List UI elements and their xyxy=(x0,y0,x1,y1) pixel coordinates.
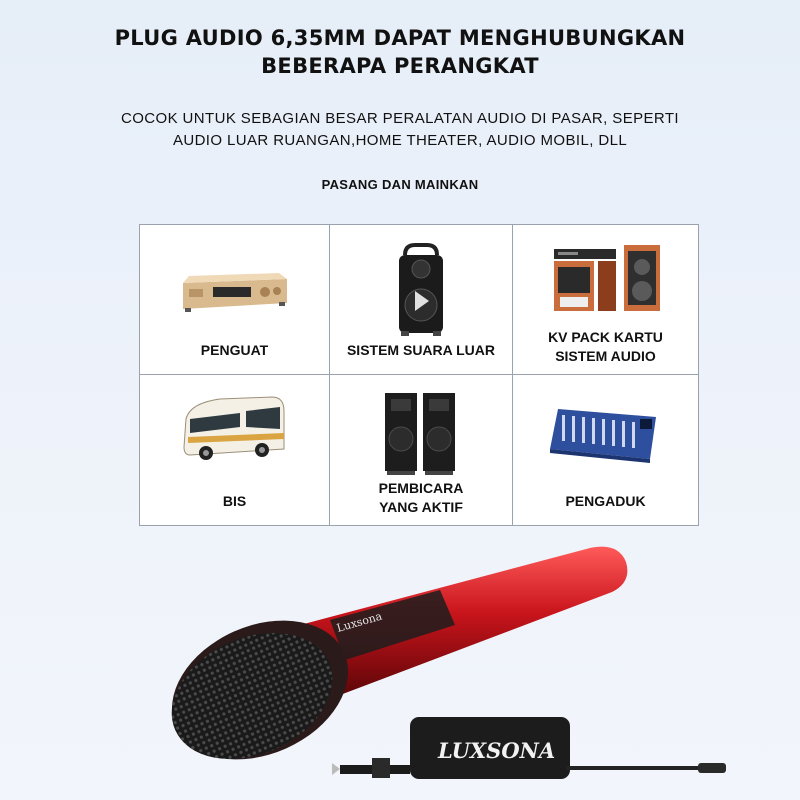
headline-line-1: PLUG AUDIO 6,35MM DAPAT MENGHUBUNGKAN xyxy=(114,26,686,50)
section-title: PASANG DAN MAINKAN xyxy=(321,177,479,192)
device-label-line-2: SISTEM AUDIO xyxy=(555,348,656,364)
device-label-line-1: PEMBICARA xyxy=(378,480,464,496)
product-illustration xyxy=(0,530,800,800)
device-cell-amplifier xyxy=(140,225,330,375)
device-label xyxy=(513,328,698,366)
description-line-2: AUDIO LUAR RUANGAN,HOME THEATER, AUDIO MOBIL, DLL xyxy=(172,132,628,149)
device-cell-mixer xyxy=(513,375,698,525)
active-speaker-icon xyxy=(381,389,461,479)
device-cell-karaoke-pack xyxy=(513,225,698,375)
wireless-receiver xyxy=(332,717,726,779)
headline-line-2: BEBERAPA PERANGKAT xyxy=(261,54,539,78)
device-cell-outdoor-speaker xyxy=(330,225,513,375)
description-line-1: COCOK UNTUK SEBAGIAN BESAR PERALATAN AUDIO DI PASAR, SEPERTI xyxy=(120,110,680,127)
device-cell-bus xyxy=(140,375,330,525)
portable-speaker-icon xyxy=(391,239,451,339)
device-label: PENGUAT xyxy=(200,342,269,358)
device-label: SISTEM SUARA LUAR xyxy=(346,342,496,358)
mic-brand-label: Luxsona xyxy=(335,609,384,635)
device-label: BIS xyxy=(222,493,247,509)
device-label-line-1: KV PACK KARTU xyxy=(548,329,663,345)
receiver-brand-label: LUXSONA xyxy=(438,738,556,763)
device-label: PENGADUK xyxy=(565,493,646,509)
mixer-icon xyxy=(546,389,666,469)
karaoke-system-icon xyxy=(546,239,666,319)
device-label-line-2: YANG AKTIF xyxy=(379,499,463,515)
amplifier-icon xyxy=(175,239,295,319)
device-grid xyxy=(139,224,699,526)
headline xyxy=(0,24,800,80)
device-cell-active-speaker xyxy=(330,375,513,525)
description xyxy=(0,108,800,152)
device-label xyxy=(330,479,512,517)
bus-icon xyxy=(180,389,290,469)
